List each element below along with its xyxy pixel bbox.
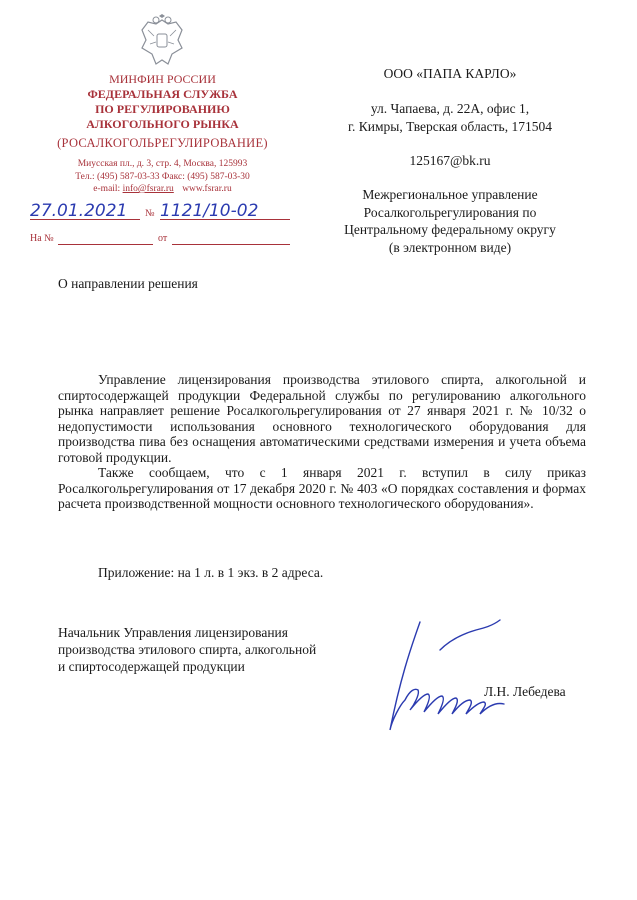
copy-recipient: [300, 186, 600, 256]
ref-label: На №: [30, 233, 54, 244]
agency-name-line: АЛКОГОЛЬНОГО РЫНКА: [86, 117, 239, 131]
agency-name-line: ФЕДЕРАЛЬНАЯ СЛУЖБА: [87, 87, 238, 101]
letter-subject: О направлении решения: [58, 276, 198, 291]
agency-website[interactable]: www.fsrar.ru: [182, 184, 232, 194]
handwritten-number: 1121/10-02: [160, 201, 259, 221]
attachment-note: [58, 565, 586, 581]
ministry-name: МИНФИН РОССИИ: [109, 72, 216, 86]
number-label: №: [145, 208, 155, 219]
ref-from-label: от: [158, 233, 168, 244]
handwritten-signature: [380, 610, 510, 740]
recipient-address: [300, 100, 600, 135]
copy-recipient-line: (в электронном виде): [388, 239, 512, 255]
agency-contacts: [40, 158, 285, 196]
agency-email-link[interactable]: info@fsrar.ru: [122, 184, 174, 194]
copy-recipient-line: Межрегиональное управление: [362, 187, 538, 202]
agency-address: Миусская пл., д. 3, стр. 4, Москва, 125993: [77, 159, 248, 169]
date-field: [30, 201, 140, 220]
agency-short-name: (РОСАЛКОГОЛЬРЕГУЛИРОВАНИЕ): [57, 136, 268, 150]
body-paragraph: Также сообщаем, что с 1 января 2021 г. вступил в силу приказ Росалкогольрегулирования от 17 декабря 2020 г. № 403 «О порядках составления и формах расчета производственной мощности основного технологического оборудования».: [58, 465, 586, 511]
agency-name-line: ПО РЕГУЛИРОВАНИЮ: [95, 102, 230, 116]
recipient-address-line: ул. Чапаева, д. 22А, офис 1,: [370, 101, 530, 116]
coat-of-arms-icon: [138, 14, 186, 68]
signatory-title-line: Начальник Управления лицензирования: [58, 625, 288, 640]
handwritten-date: 27.01.2021: [30, 201, 128, 221]
copy-recipient-line: Центральному федеральному округу: [344, 222, 556, 237]
agency-phone: Тел.: (495) 587-03-33 Факс: (495) 587-03-30: [75, 171, 250, 182]
signatory-title-line: и спиртосодержащей продукции: [58, 659, 245, 674]
email-prefix: e-mail:: [93, 184, 121, 194]
agency-email-line: [40, 183, 285, 196]
copy-recipient-line: Росалкогольрегулирования по: [363, 204, 537, 220]
body-paragraph: Управление лицензирования производства этилового спирта, алкогольной и спиртосодержащей продукции Федеральной службы по регулированию алкогольного рынка направляет решение Росалкогольрегулирования от 27 января 2021 г. № 10/32 о недопустимости использования основного технологического оборудования для производства пива без оснащения автоматическими средствами измерения и учета объема готовой продукции.: [58, 372, 586, 465]
recipient-company: ООО «ПАПА КАРЛО»: [383, 66, 517, 81]
ref-date-line: [172, 244, 290, 245]
letter-body: [58, 372, 586, 512]
signatory-title-line: производства этилового спирта, алкогольной: [58, 642, 317, 657]
ref-number-line: [58, 244, 153, 245]
signatory-title: [58, 624, 316, 675]
attachment-text: Приложение: на 1 л. в 1 экз. в 2 адреса.: [98, 565, 324, 580]
number-field: [160, 201, 290, 220]
recipient-address-line: г. Кимры, Тверская область, 171504: [348, 118, 552, 134]
recipient-email[interactable]: 125167@bk.ru: [409, 153, 491, 168]
signatory-name: Л.Н. Лебедева: [484, 684, 566, 699]
agency-name-block: [40, 72, 285, 132]
